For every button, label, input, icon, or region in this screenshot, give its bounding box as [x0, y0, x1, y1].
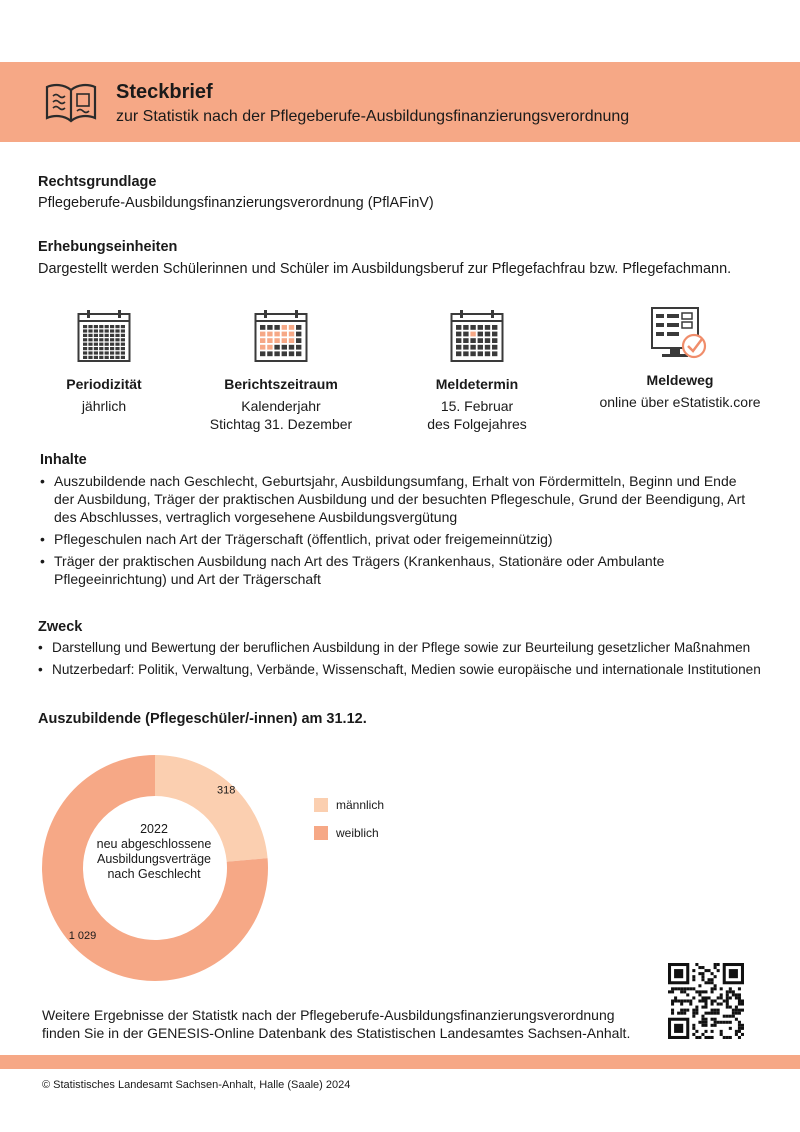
rechtsgrundlage-text: Pflegeberufe-Ausbildungsfinanzierungsverordnung (PflAFinV) — [38, 195, 434, 211]
more-results-text — [42, 1006, 630, 1042]
footer-bar — [0, 1055, 800, 1069]
calendar-period-icon — [254, 309, 308, 363]
donut-value-label: 318 — [217, 784, 236, 797]
list-item: • Pflegeschulen nach Art der Trägerschaft (öffentlich, privat oder freigemeinnützig) — [40, 530, 760, 548]
erhebungseinheiten-heading: Erhebungseinheiten — [38, 239, 178, 255]
fact-value-2: des Folgejahres — [427, 416, 527, 432]
fact-berichtszeitraum — [191, 376, 371, 433]
center-line: nach Geschlecht — [107, 867, 201, 881]
list-item: • Träger der praktischen Ausbildung nach Art des Trägers (Krankenhaus, Stationäre oder Ambulante Pflegeeinrichtung) und Art der Trägerschaft — [40, 552, 760, 588]
center-line: 2022 — [140, 822, 168, 836]
fact-value: Kalenderjahr — [241, 398, 321, 414]
inhalte-heading: Inhalte — [40, 452, 87, 468]
more-results-line: Weitere Ergebnisse der Statistk nach der Pflegeberufe-Ausbildungsfinanzierungsverordnung — [42, 1007, 615, 1023]
inhalte-list — [40, 472, 760, 592]
calendar-full-icon — [77, 309, 131, 363]
list-item: • Nutzerbedarf: Politik, Verwaltung, Verbände, Wissenschaft, Medien sowie europäische und internationale Institutionen — [38, 661, 778, 679]
calendar-deadline-icon — [450, 309, 504, 363]
center-line: Ausbildungsverträge — [97, 852, 211, 866]
zweck-heading: Zweck — [38, 619, 83, 635]
fact-value: 15. Februar — [440, 398, 514, 414]
legend-label: männlich — [336, 798, 385, 812]
more-results-line: finden Sie in der GENESIS-Online Datenbank des Statistischen Landesamtes Sachsen-Anhalt. — [42, 1025, 631, 1041]
legend-label: weiblich — [336, 826, 379, 840]
chart-legend — [314, 797, 384, 853]
center-line: neu abgeschlossene — [96, 837, 212, 851]
fact-value-2: Stichtag 31. Dezember — [209, 416, 353, 432]
donut-value-label: 1 029 — [68, 930, 97, 943]
online-form-icon — [650, 306, 708, 362]
fact-label: Meldeweg — [646, 372, 714, 388]
legend-item-weiblich — [314, 825, 384, 841]
page-title: Steckbrief — [116, 81, 213, 103]
fact-label: Berichtszeitraum — [224, 376, 338, 392]
chart-title: Auszubildende (Pflegeschüler/-innen) am 31.12. — [38, 711, 367, 727]
footer-copyright: © Statistisches Landesamt Sachsen-Anhalt, Halle (Saale) 2024 — [42, 1079, 351, 1091]
fact-periodizitaet — [14, 376, 194, 415]
legend-swatch — [314, 798, 328, 812]
erhebungseinheiten-text: Dargestellt werden Schülerinnen und Schüler im Ausbildungsberuf zur Pflegefachfrau bzw. Pflegefachmann. — [38, 261, 732, 277]
fact-value: jährlich — [81, 398, 127, 414]
zweck-list — [38, 639, 778, 683]
legend-swatch — [314, 826, 328, 840]
list-item: • Auszubildende nach Geschlecht, Geburtsjahr, Ausbildungsumfang, Erhalt von Fördermitteln, Beginn und Ende der Ausbildung, Träger der praktischen Ausbildung und der besuchten Pflegeschule, Grund der Beendigung, Art des Abschlusses, vertraglich vorgesehene Ausbildungsvergütung — [40, 472, 760, 526]
fact-label: Meldetermin — [435, 376, 519, 392]
page-subtitle: zur Statistik nach der Pflegeberufe-Ausbildungsfinanzierungsverordnung — [116, 108, 630, 125]
fact-meldetermin — [387, 376, 567, 433]
fact-meldeweg — [590, 372, 770, 411]
fact-value: online über eStatistik.core — [599, 394, 761, 410]
chart-center-label — [80, 822, 228, 882]
legend-item-maennlich — [314, 797, 384, 813]
list-item: • Darstellung und Bewertung der beruflichen Ausbildung in der Pflege sowie zur Beurteilung gesetzlicher Maßnahmen — [38, 639, 778, 657]
fact-label: Periodizität — [66, 376, 142, 392]
rechtsgrundlage-heading: Rechtsgrundlage — [38, 174, 157, 190]
qr-code-icon[interactable] — [668, 963, 744, 1039]
open-book-icon — [44, 80, 98, 126]
header-banner — [0, 62, 800, 142]
